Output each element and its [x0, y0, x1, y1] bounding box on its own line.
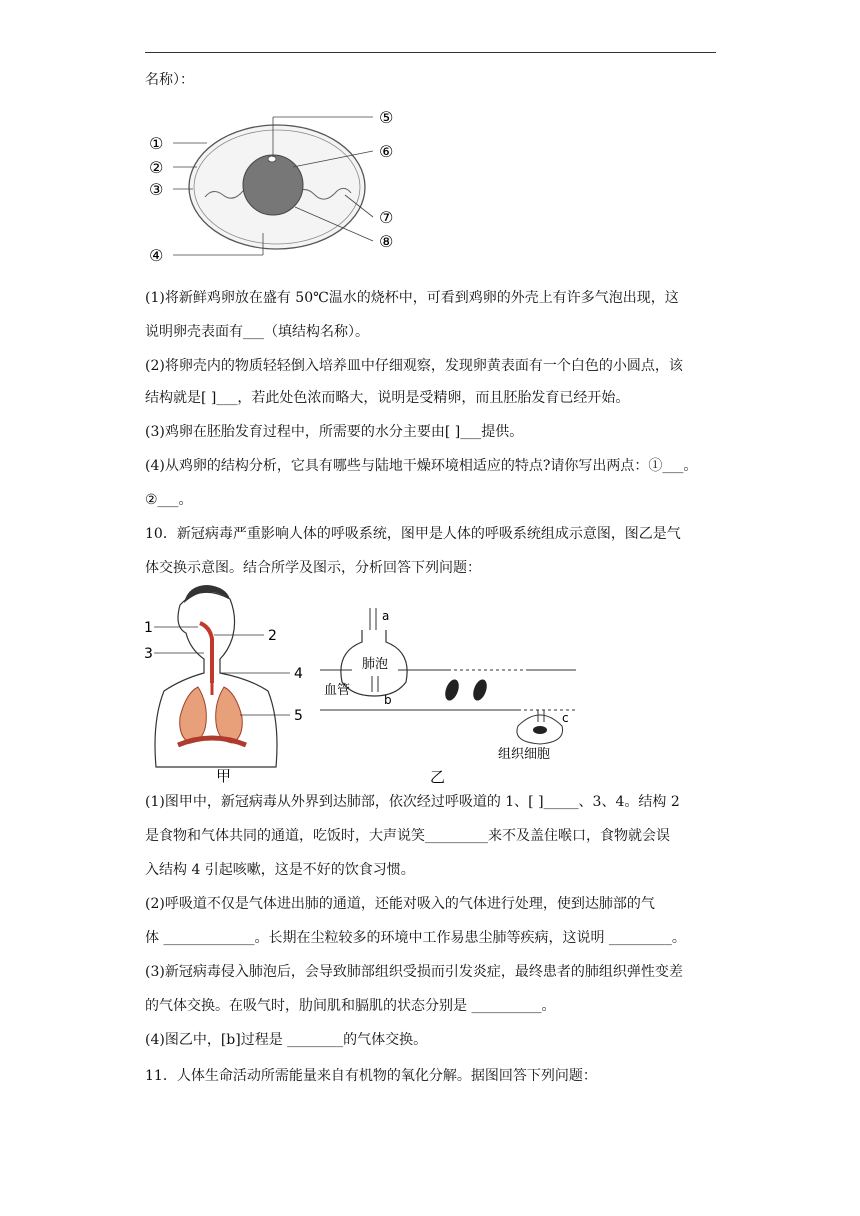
alveolus-label: 肺泡 — [362, 657, 389, 672]
egg-label-5: ⑤ — [379, 108, 394, 127]
gas-exchange-figure — [318, 600, 588, 790]
text-line: (2)呼吸道不仅是气体进出肺的通道，还能对吸入的气体进行处理，使到达肺部的气 — [145, 896, 655, 912]
arrow-b-label: b — [384, 693, 392, 707]
egg-label-2: ② — [149, 158, 164, 177]
text-line: 的气体交换。在吸气时，肋间肌和膈肌的状态分别是 __________。 — [145, 998, 556, 1014]
tissue-label: 组织细胞 — [498, 747, 551, 762]
resp-label-2: 2 — [268, 628, 277, 644]
text-line: 10．新冠病毒严重影响人体的呼吸系统，图甲是人体的呼吸系统组成示意图，图乙是气 — [145, 526, 681, 542]
resp-label-3: 3 — [144, 646, 153, 662]
text-line: 11．人体生命活动所需能量来自有机物的氧化分解。据图回答下列问题： — [145, 1068, 597, 1084]
egg-label-3: ③ — [149, 180, 164, 199]
arrow-c-label: c — [562, 711, 569, 725]
header-rule — [145, 52, 716, 53]
resp-label-5: 5 — [294, 708, 303, 724]
text-line: (4)图乙中，[b]过程是 ________的气体交换。 — [145, 1032, 428, 1048]
text-line: 名称）： — [145, 72, 194, 88]
respiratory-system-figure — [140, 585, 315, 790]
resp-label-4: 4 — [294, 666, 303, 682]
text-line: 说明卵壳表面有___（填结构名称）。 — [145, 324, 369, 340]
text-line: 体 _____________。长期在尘粒较多的环境中工作易患尘肺等疾病，这说明 _________。 — [145, 930, 686, 946]
text-line: (2)将卵壳内的物质轻轻倒入培养皿中仔细观察，发现卵黄表面有一个白色的小圆点，该 — [145, 358, 683, 374]
text-line: (1)图甲中，新冠病毒从外界到达肺部，依次经过呼吸道的 1、[ ]_____、3、4。结构 2 — [145, 794, 680, 810]
egg-label-4: ④ — [149, 246, 164, 265]
text-line: (4)从鸡卵的结构分析，它具有哪些与陆地干燥环境相适应的特点?请你写出两点：①___。 — [145, 458, 698, 474]
text-line: ②___。 — [145, 492, 193, 508]
egg-label-1: ① — [149, 134, 164, 153]
caption-yi: 乙 — [430, 768, 446, 786]
egg-label-6: ⑥ — [379, 142, 394, 161]
text-line: 入结构 4 引起咳嗽，这是不好的饮食习惯。 — [145, 862, 415, 878]
caption-jia: 甲 — [216, 767, 232, 785]
text-line: (3)新冠病毒侵入肺泡后，会导致肺部组织受损而引发炎症，最终患者的肺组织弹性变差 — [145, 964, 683, 980]
arrow-a-label: a — [382, 609, 390, 623]
text-line: 体交换示意图。结合所学及图示，分析回答下列问题： — [145, 560, 481, 576]
egg-label-7: ⑦ — [379, 208, 394, 227]
resp-label-1: 1 — [144, 620, 153, 636]
vessel-label: 血管 — [324, 683, 351, 698]
egg-label-8: ⑧ — [379, 232, 394, 251]
text-line: (3)鸡卵在胚胎发育过程中，所需要的水分主要由[ ]___提供。 — [145, 424, 524, 440]
egg-diagram — [145, 105, 415, 270]
text-line: (1)将新鲜鸡卵放在盛有 50℃温水的烧杯中，可看到鸡卵的外壳上有许多气泡出现，这 — [145, 290, 679, 306]
text-line: 结构就是[ ]___，若此处色浓而略大，说明是受精卵，而且胚胎发育已经开始。 — [145, 390, 630, 406]
text-line: 是食物和气体共同的通道，吃饭时，大声说笑_________来不及盖住喉口，食物就会误 — [145, 828, 670, 844]
